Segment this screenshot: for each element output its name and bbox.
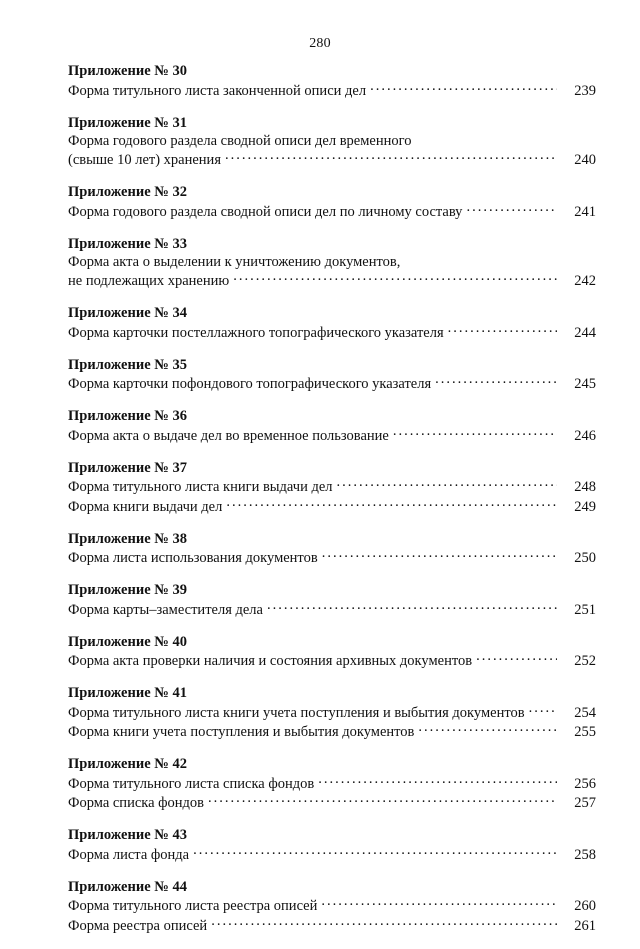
dot-leader [529,702,557,717]
entry-text: (свыше 10 лет) хранения [68,152,221,168]
toc-entry [68,80,596,100]
appendix-title: Приложение № 42 [68,756,187,772]
dot-leader [418,722,557,737]
appendix-title: Приложение № 37 [68,459,187,476]
appendix-title: Приложение № 39 [68,582,187,598]
toc-entry [68,915,596,935]
dot-leader [233,271,557,286]
dot-leader [321,896,557,911]
appendix-title: Приложение № 34 [68,305,187,321]
entry-text: Форма карточки постеллажного топографического указателя [68,324,444,341]
dot-leader [448,322,557,337]
dot-leader [322,548,557,563]
appendix-title: Приложение № 40 [68,633,187,650]
page-ref: 261 [574,917,596,934]
appendix-title: Приложение № 31 [68,114,187,131]
toc-section [68,684,596,741]
page-ref: 249 [574,498,596,515]
entry-text: Форма листа фонда [68,846,190,863]
entry-text: Форма листа использования документов [68,550,318,566]
page-ref: 248 [574,479,596,495]
page-ref: 240 [574,152,596,168]
appendix-title: Приложение № 33 [68,235,187,252]
toc-entry [68,425,596,445]
toc-entry [68,496,596,516]
page-number: 280 [309,36,331,51]
page-ref: 255 [574,724,596,740]
toc-section [68,235,596,291]
dot-leader [226,496,557,511]
appendix-title: Приложение № 32 [68,184,187,200]
entry-text: не подлежащих хранению [68,273,230,289]
entry-text: Форма карты–заместителя дела [68,601,263,618]
table-of-contents [68,62,596,949]
toc-section [68,878,596,935]
entry-text: Форма годового раздела сводной описи дел временного [68,132,412,149]
page-ref: 252 [574,653,596,669]
page-ref: 241 [574,203,596,220]
page-ref: 242 [574,273,596,289]
dot-leader [211,915,557,930]
dot-leader [318,773,557,788]
appendix-title: Приложение № 38 [68,530,187,547]
toc-entry [68,722,596,742]
toc-entry [68,896,596,916]
toc-section [68,304,596,342]
appendix-title: Приложение № 41 [68,685,187,701]
entry-text: Форма книги учета поступления и выбытия документов [68,724,415,740]
dot-leader [466,201,557,216]
toc-entry [68,548,596,568]
toc-entry [68,844,596,864]
page-ref: 244 [574,324,596,341]
entry-text: Форма титульного листа списка фондов [68,775,315,792]
toc-entry [68,322,596,342]
page-ref: 251 [574,601,596,618]
toc-section [68,459,596,516]
toc-entry [68,793,596,813]
entry-text: Форма списка фондов [68,795,205,811]
toc-section [68,62,596,100]
toc-section [68,407,596,445]
dot-leader [208,793,557,808]
toc-section [68,581,596,619]
entry-text: Форма акта о выдаче дел во временное пользование [68,427,389,444]
page-ref: 245 [574,376,596,392]
appendix-title: Приложение № 44 [68,878,187,895]
toc-section [68,826,596,864]
toc-entry [68,201,596,221]
entry-text: Форма титульного листа книги выдачи дел [68,479,333,495]
entry-text: Форма реестра описей [68,917,208,934]
page-ref: 260 [574,898,596,914]
appendix-title: Приложение № 35 [68,356,187,373]
toc-entry [68,702,596,722]
page-ref: 239 [574,82,596,99]
entry-text: Форма карточки пофондового топографического указателя [68,376,432,392]
toc-section [68,356,596,394]
toc-section [68,633,596,671]
entry-text: Форма титульного листа реестра описей [68,898,318,914]
page-ref: 250 [574,550,596,566]
toc-section [68,114,596,170]
dot-leader [370,80,557,95]
toc-entry [68,651,596,671]
appendix-title: Приложение № 36 [68,408,187,424]
toc-entry [68,477,596,497]
appendix-title: Приложение № 43 [68,827,187,843]
toc-entry [68,773,596,793]
toc-section [68,530,596,568]
toc-entry [68,132,596,170]
dot-leader [393,425,557,440]
dot-leader [267,599,557,614]
dot-leader [225,150,557,165]
page-ref: 246 [574,427,596,444]
page-ref: 254 [574,704,596,721]
appendix-title: Приложение № 30 [68,63,187,79]
entry-text: Форма акта проверки наличия и состояния архивных документов [68,653,473,669]
dot-leader [337,477,558,492]
entry-text: Форма титульного листа книги учета поступления и выбытия документов [68,704,525,721]
entry-text: Форма годового раздела сводной описи дел по личному составу [68,203,463,220]
toc-entry [68,253,596,291]
toc-section [68,183,596,221]
dot-leader [193,844,557,859]
toc-section [68,755,596,812]
entry-text: Форма книги выдачи дел [68,498,223,515]
page-ref: 257 [574,795,596,811]
entry-text: Форма титульного листа законченной описи дел [68,82,367,99]
entry-text: Форма акта о выделении к уничтожению документов, [68,253,401,270]
toc-entry [68,599,596,619]
page-ref: 258 [574,846,596,863]
dot-leader [476,651,557,666]
page-ref: 256 [574,775,596,792]
toc-entry [68,374,596,394]
dot-leader [435,374,557,389]
